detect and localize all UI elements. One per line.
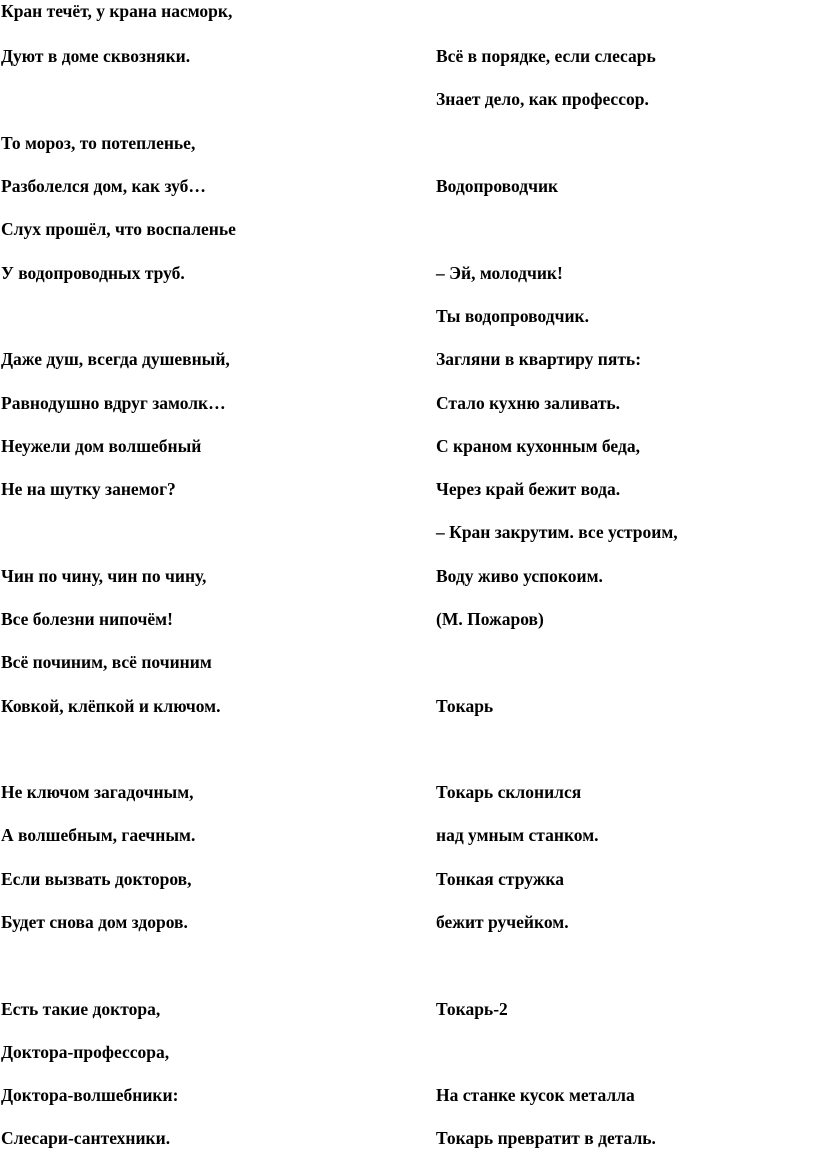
poem-line: над умным станком. bbox=[436, 825, 599, 845]
poem-line: Тонкая стружка bbox=[436, 869, 564, 889]
poem-line: Ковкой, клёпкой и ключом. bbox=[1, 696, 221, 716]
poem-line: Загляни в квартиру пять: bbox=[436, 349, 642, 369]
poem-line: Неужели дом волшебный bbox=[1, 436, 202, 456]
poem-line: Если вызвать докторов, bbox=[1, 869, 192, 889]
poem-title: Токарь-2 bbox=[436, 999, 508, 1019]
poem-title: Токарь bbox=[436, 696, 494, 716]
poem-line: Всё в порядке, если слесарь bbox=[436, 46, 656, 66]
poem-line: Дуют в доме сквозняки. bbox=[1, 46, 191, 66]
poem-line: – Кран закрутим. все устроим, bbox=[436, 522, 678, 542]
poem-line: Кран течёт, у крана насморк, bbox=[1, 1, 233, 21]
poem-line: Через край бежит вода. bbox=[436, 479, 621, 499]
poem-line: Слесари-сантехники. bbox=[1, 1128, 171, 1148]
poem-line: То мороз, то потепленье, bbox=[1, 133, 196, 153]
poem-line: Есть такие доктора, bbox=[1, 999, 161, 1019]
poem-line: Токарь превратит в деталь. bbox=[436, 1128, 656, 1148]
poem-line: Ты водопроводчик. bbox=[436, 306, 589, 326]
poem-line: Всё починим, всё починим bbox=[1, 652, 212, 672]
poem-line: Слух прошёл, что воспаленье bbox=[1, 219, 236, 239]
poem-line: С краном кухонным беда, bbox=[436, 436, 640, 456]
poem-author: (М. Пожаров) bbox=[436, 609, 544, 629]
poem-line: На станке кусок металла bbox=[436, 1085, 635, 1105]
poem-line: Равнодушно вдруг замолк… bbox=[1, 393, 226, 413]
poem-line: Чин по чину, чин по чину, bbox=[1, 566, 207, 586]
poem-line: Разболелся дом, как зуб… bbox=[1, 176, 206, 196]
poem-line: Все болезни нипочём! bbox=[1, 609, 173, 629]
poem-line: А волшебным, гаечным. bbox=[1, 825, 196, 845]
poem-line: – Эй, молодчик! bbox=[436, 263, 563, 283]
poem-line: Стало кухню заливать. bbox=[436, 393, 621, 413]
poem-line: Не ключом загадочным, bbox=[1, 782, 194, 802]
poem-line: Доктора-волшебники: bbox=[1, 1085, 179, 1105]
poem-line: Токарь склонился bbox=[436, 782, 582, 802]
poem-line: бежит ручейком. bbox=[436, 912, 569, 932]
poem-line: У водопроводных труб. bbox=[1, 263, 185, 283]
poem-line: Не на шутку занемог? bbox=[1, 479, 176, 499]
poem-line: Знает дело, как профессор. bbox=[436, 89, 649, 109]
poem-line: Доктора-профессора, bbox=[1, 1042, 170, 1062]
poem-line: Будет снова дом здоров. bbox=[1, 912, 188, 932]
poem-line: Даже душ, всегда душевный, bbox=[1, 349, 230, 369]
poem-line: Воду живо успокоим. bbox=[436, 566, 603, 586]
poem-title: Водопроводчик bbox=[436, 176, 559, 196]
